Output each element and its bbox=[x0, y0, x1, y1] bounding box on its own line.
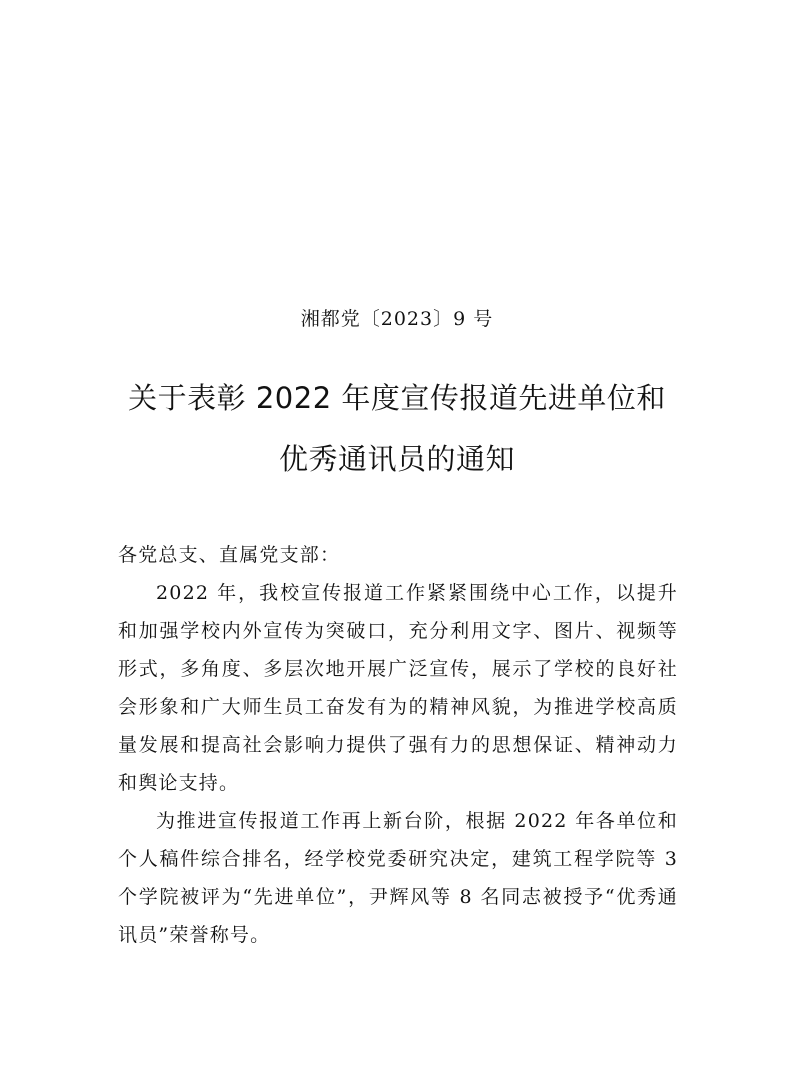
salutation: 各党总支、直属党支部： bbox=[118, 544, 341, 566]
document-body bbox=[118, 536, 678, 954]
document-number: 湘都党〔2023〕9 号 bbox=[300, 308, 494, 330]
document-title-line-2: 优秀通讯员的通知 bbox=[278, 442, 515, 476]
paragraph-2: 为推进宣传报道工作再上新台阶，根据 2022 年各单位和个人稿件综合排名，经学校党委研究决定，建筑工程学院等 3 个学院被评为“先进单位”，尹辉风等 8 名同志被授予“优秀通讯员”荣誉称号。 bbox=[118, 810, 678, 946]
paragraph-1: 2022 年，我校宣传报道工作紧紧围绕中心工作，以提升和加强学校内外宣传为突破口，充分利用文字、图片、视频等形式，多角度、多层次地开展广泛宣传，展示了学校的良好社会形象和广大师生员工奋发有为的精神风貌，为推进学校高质量发展和提高社会影响力提供了强有力的思想保证、精神动力和舆论支持。 bbox=[118, 582, 678, 794]
document-title-line-1: 关于表彰 2022 年度宣传报道先进单位和 bbox=[128, 381, 666, 415]
